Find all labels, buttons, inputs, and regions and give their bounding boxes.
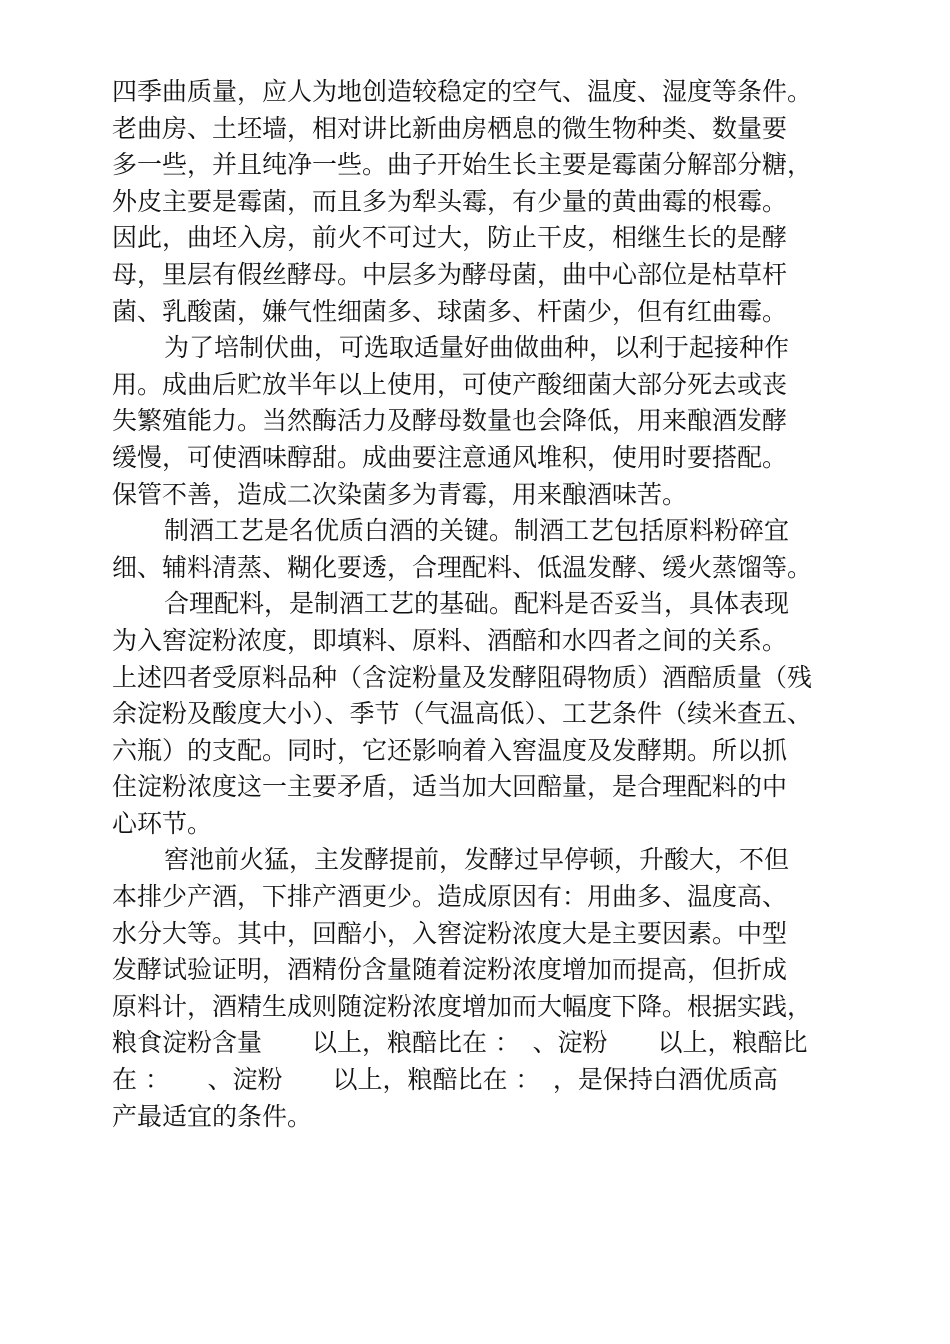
text-line: 为入窖淀粉浓度，即填料、原料、酒醅和水四者之间的关系。 [112,625,788,655]
text-line: 粮食淀粉含量 以上，粮醅比在 ： 、淀粉 以上，粮醅比 [112,1028,808,1058]
text-line: 菌、乳酸菌，嫌气性细菌多、球菌多、杆菌少，但有红曲霉。 [112,296,788,326]
text-line: 保管不善，造成二次染菌多为青霉，用来酿酒味苦。 [112,479,688,509]
text-line: 多一些，并且纯净一些。曲子开始生长主要是霉菌分解部分糖， [112,150,813,180]
text-line: 因此，曲坯入房，前火不可过大，防止干皮，相继生长的是酵 [112,223,788,253]
text-line: 余淀粉及酸度大小）、季节（气温高低）、工艺条件（续米查五、 [112,699,813,729]
text-line: 外皮主要是霉菌，而且多为犁头霉，有少量的黄曲霉的根霉。 [112,186,788,216]
text-line: 上述四者受原料品种（含淀粉量及发酵阻碍物质）酒醅质量（残 [112,662,813,692]
text-line: 本排少产酒，下排产酒更少。造成原因有：用曲多、温度高、 [112,882,788,912]
text-line: 发酵试验证明，酒精份含量随着淀粉浓度增加而提高，但折成 [112,955,788,985]
text-line: 失繁殖能力。当然酶活力及酵母数量也会降低，用来酿酒发酵 [112,406,788,436]
text-line: 心环节。 [112,808,213,838]
text-line: 缓慢，可使酒味醇甜。成曲要注意通风堆积，使用时要搭配。 [112,442,788,472]
text-line: 四季曲质量，应人为地创造较稳定的空气、温度、湿度等条件。 [112,77,813,106]
document-page [112,74,882,1135]
text-line: 老曲房、土坯墙，相对讲比新曲房栖息的微生物种类、数量要 [112,113,788,143]
paragraph-first-line: 合理配料，是制酒工艺的基础。配料是否妥当，具体表现 [164,589,790,619]
text-line: 母，里层有假丝酵母。中层多为酵母菌，曲中心部位是枯草杆 [112,259,788,289]
text-line: 用。成曲后贮放半年以上使用，可使产酸细菌大部分死去或丧 [112,369,788,399]
text-line: 细、辅料清蒸、糊化要透，合理配料、低温发酵、缓火蒸馏等。 [112,552,813,582]
paragraph-first-line: 为了培制伏曲，可选取适量好曲做曲种，以利于起接种作 [164,333,790,363]
text-line: 水分大等。其中，回醅小，入窖淀粉浓度大是主要因素。中型 [112,918,788,948]
text-line: 原料计，酒精生成则随淀粉浓度增加而大幅度下降。根据实践， [112,991,813,1021]
text-line: 六瓶）的支配。同时，它还影响着入窖温度及发酵期。所以抓 [112,735,788,765]
text-line: 产最适宜的条件。 [112,1101,313,1131]
paragraph-first-line: 窖池前火猛，主发酵提前，发酵过早停顿，升酸大，不但 [164,845,790,875]
paragraph-first-line: 制酒工艺是名优质白酒的关键。制酒工艺包括原料粉碎宜 [164,516,790,546]
text-line: 在 ： 、淀粉 以上，粮醅比在 ： ，是保持白酒优质高 [112,1065,778,1095]
text-line: 住淀粉浓度这一主要矛盾，适当加大回醅量，是合理配料的中 [112,772,788,802]
